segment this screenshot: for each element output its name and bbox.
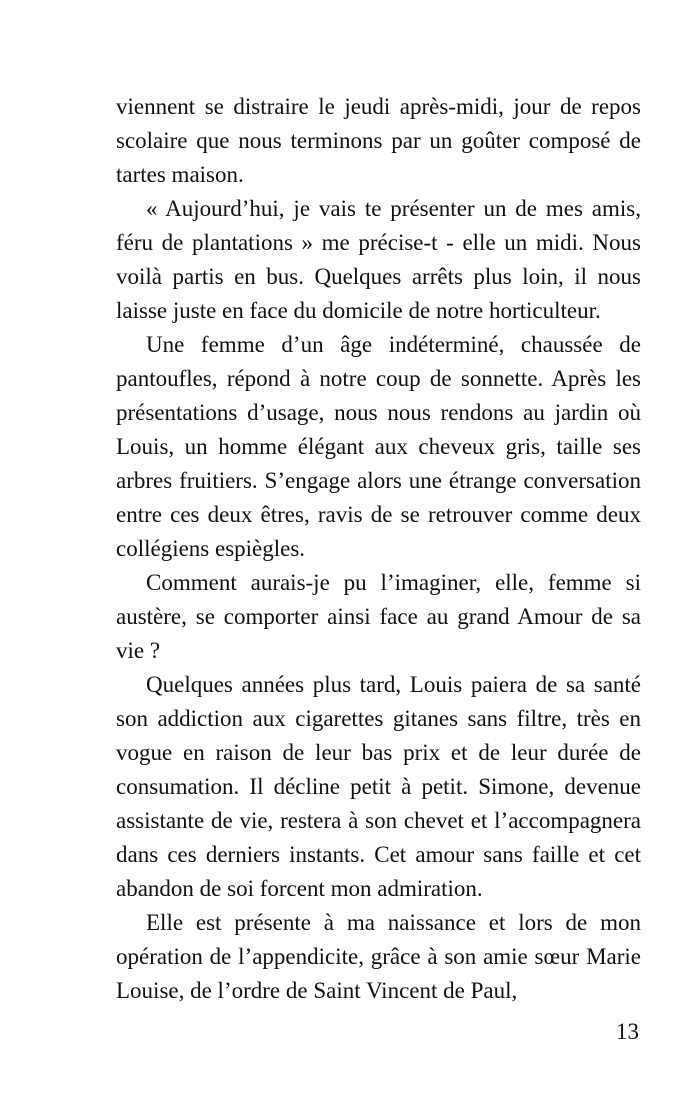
paragraph-4: Comment aurais-je pu l’imaginer, elle, femme si austère, se comporter ainsi face au grand Amour de sa vie ? (116, 570, 641, 663)
page-number: 13 (616, 1019, 639, 1044)
text-body (116, 90, 641, 1008)
paragraph-3: Une femme d’un âge indéterminé, chaussée de pantoufles, répond à notre coup de sonnette. Après les présentations d’usage, nous nous rendons au jardin où Louis, un homme élégant aux cheveux gris, taille ses arbres fruitiers. S’engage alors une étrange conversation entre ces deux êtres, ravis de se retrouver comme deux collégiens espiègles. (116, 332, 641, 561)
paragraph-6: Elle est présente à ma naissance et lors de mon opération de l’appendicite, grâce à son amie sœur Marie Louise, de l’ordre de Saint Vincent de Paul, (116, 910, 641, 1003)
paragraph-1: viennent se distraire le jeudi après-midi, jour de repos scolaire que nous terminons par un goûter composé de tartes maison. (116, 94, 641, 187)
paragraph-5: Quelques années plus tard, Louis paiera de sa santé son addiction aux cigarettes gitanes sans filtre, très en vogue en raison de leur bas prix et de leur durée de consumation. Il décline petit à petit. Simone, devenue assistante de vie, restera à son chevet et l’accompagnera dans ces derniers instants. Cet amour sans faille et cet abandon de soi forcent mon admiration. (116, 672, 641, 901)
paragraph-2: « Aujourd’hui, je vais te présenter un de mes amis, féru de plantations » me précise-t - elle un midi. Nous voilà partis en bus. Quelques arrêts plus loin, il nous laisse juste en face du domicile de notre horticulteur. (116, 196, 641, 323)
